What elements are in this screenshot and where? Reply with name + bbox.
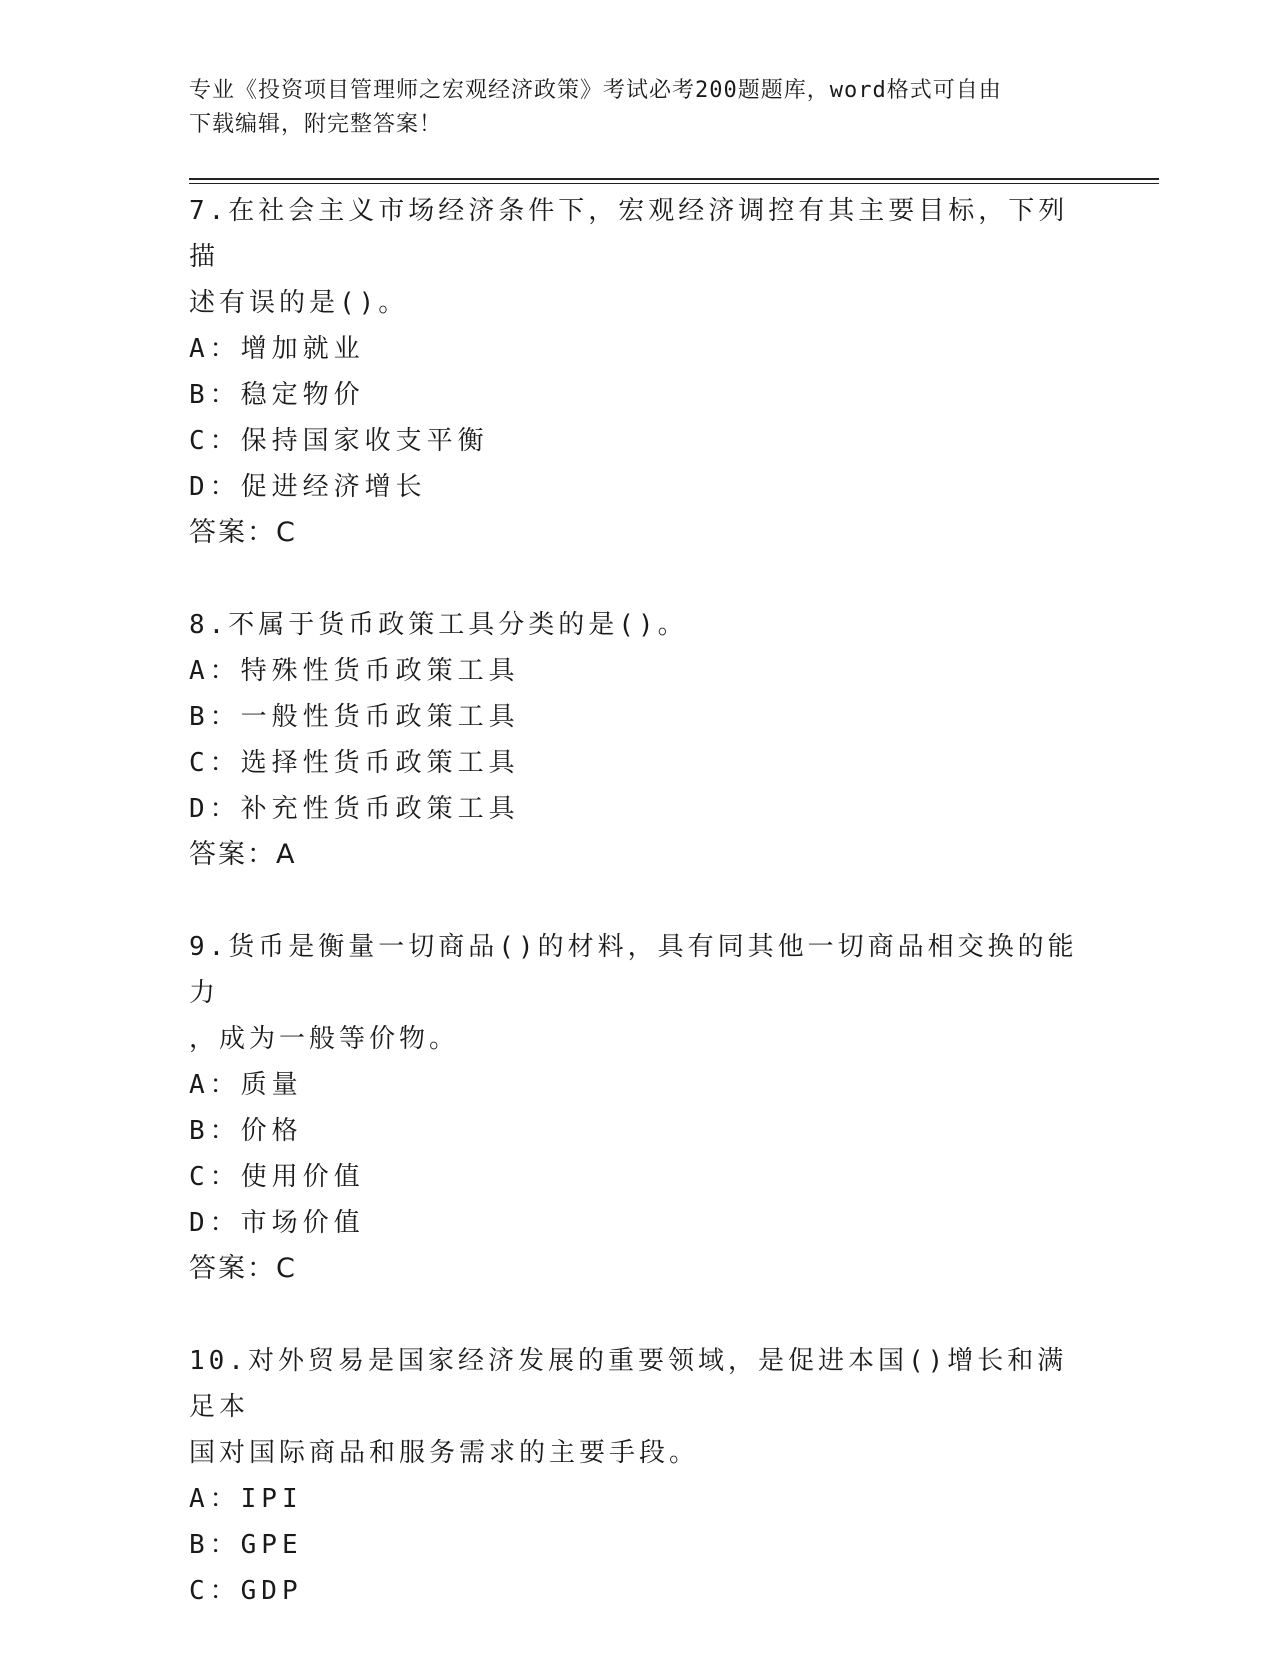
question-10	[189, 1338, 1089, 1614]
option-a: A：增加就业	[189, 334, 365, 364]
option-b: B：价格	[189, 1116, 303, 1146]
question-stem-line: 9.货币是衡量一切商品()的材料，具有同其他一切商品相交换的能力	[189, 932, 1078, 1008]
option-c: C：使用价值	[189, 1162, 365, 1192]
question-stem-line: 10.对外贸易是国家经济发展的重要领域，是促进本国()增长和满足本	[189, 1346, 1068, 1422]
header-divider-thin	[189, 183, 1159, 184]
question-stem-line: 述有误的是()。	[189, 288, 409, 318]
answer-line: 答案：A	[189, 839, 297, 870]
question-8	[189, 602, 1089, 878]
option-b: B：一般性货币政策工具	[189, 702, 520, 732]
header-divider-thick	[189, 178, 1159, 180]
document-header	[189, 74, 1089, 142]
option-d: D：市场价值	[189, 1208, 365, 1238]
question-stem-line: 国对国际商品和服务需求的主要手段。	[189, 1438, 700, 1468]
question-list	[189, 188, 1089, 1660]
question-7	[189, 188, 1089, 556]
option-d: D：促进经济增长	[189, 472, 427, 502]
answer-line: 答案：C	[189, 517, 297, 548]
option-c: C：选择性货币政策工具	[189, 748, 520, 778]
option-b: B：稳定物价	[189, 380, 365, 410]
option-c: C：GDP	[189, 1576, 303, 1606]
option-a: A：特殊性货币政策工具	[189, 656, 520, 686]
option-a: A：IPI	[189, 1484, 303, 1514]
question-9	[189, 924, 1089, 1292]
answer-line: 答案：C	[189, 1253, 297, 1284]
header-line-2: 下载编辑，附完整答案！	[189, 112, 443, 137]
question-stem-line: 7.在社会主义市场经济条件下，宏观经济调控有其主要目标，下列描	[189, 196, 1069, 272]
option-a: A：质量	[189, 1070, 303, 1100]
question-stem-line: 8.不属于货币政策工具分类的是()。	[189, 610, 688, 640]
question-stem-line: ，成为一般等价物。	[189, 1024, 460, 1054]
option-c: C：保持国家收支平衡	[189, 426, 489, 456]
option-d: D：补充性货币政策工具	[189, 794, 520, 824]
header-line-1: 专业《投资项目管理师之宏观经济政策》考试必考200题题库，word格式可自由	[189, 78, 1002, 103]
option-b: B：GPE	[189, 1530, 303, 1560]
